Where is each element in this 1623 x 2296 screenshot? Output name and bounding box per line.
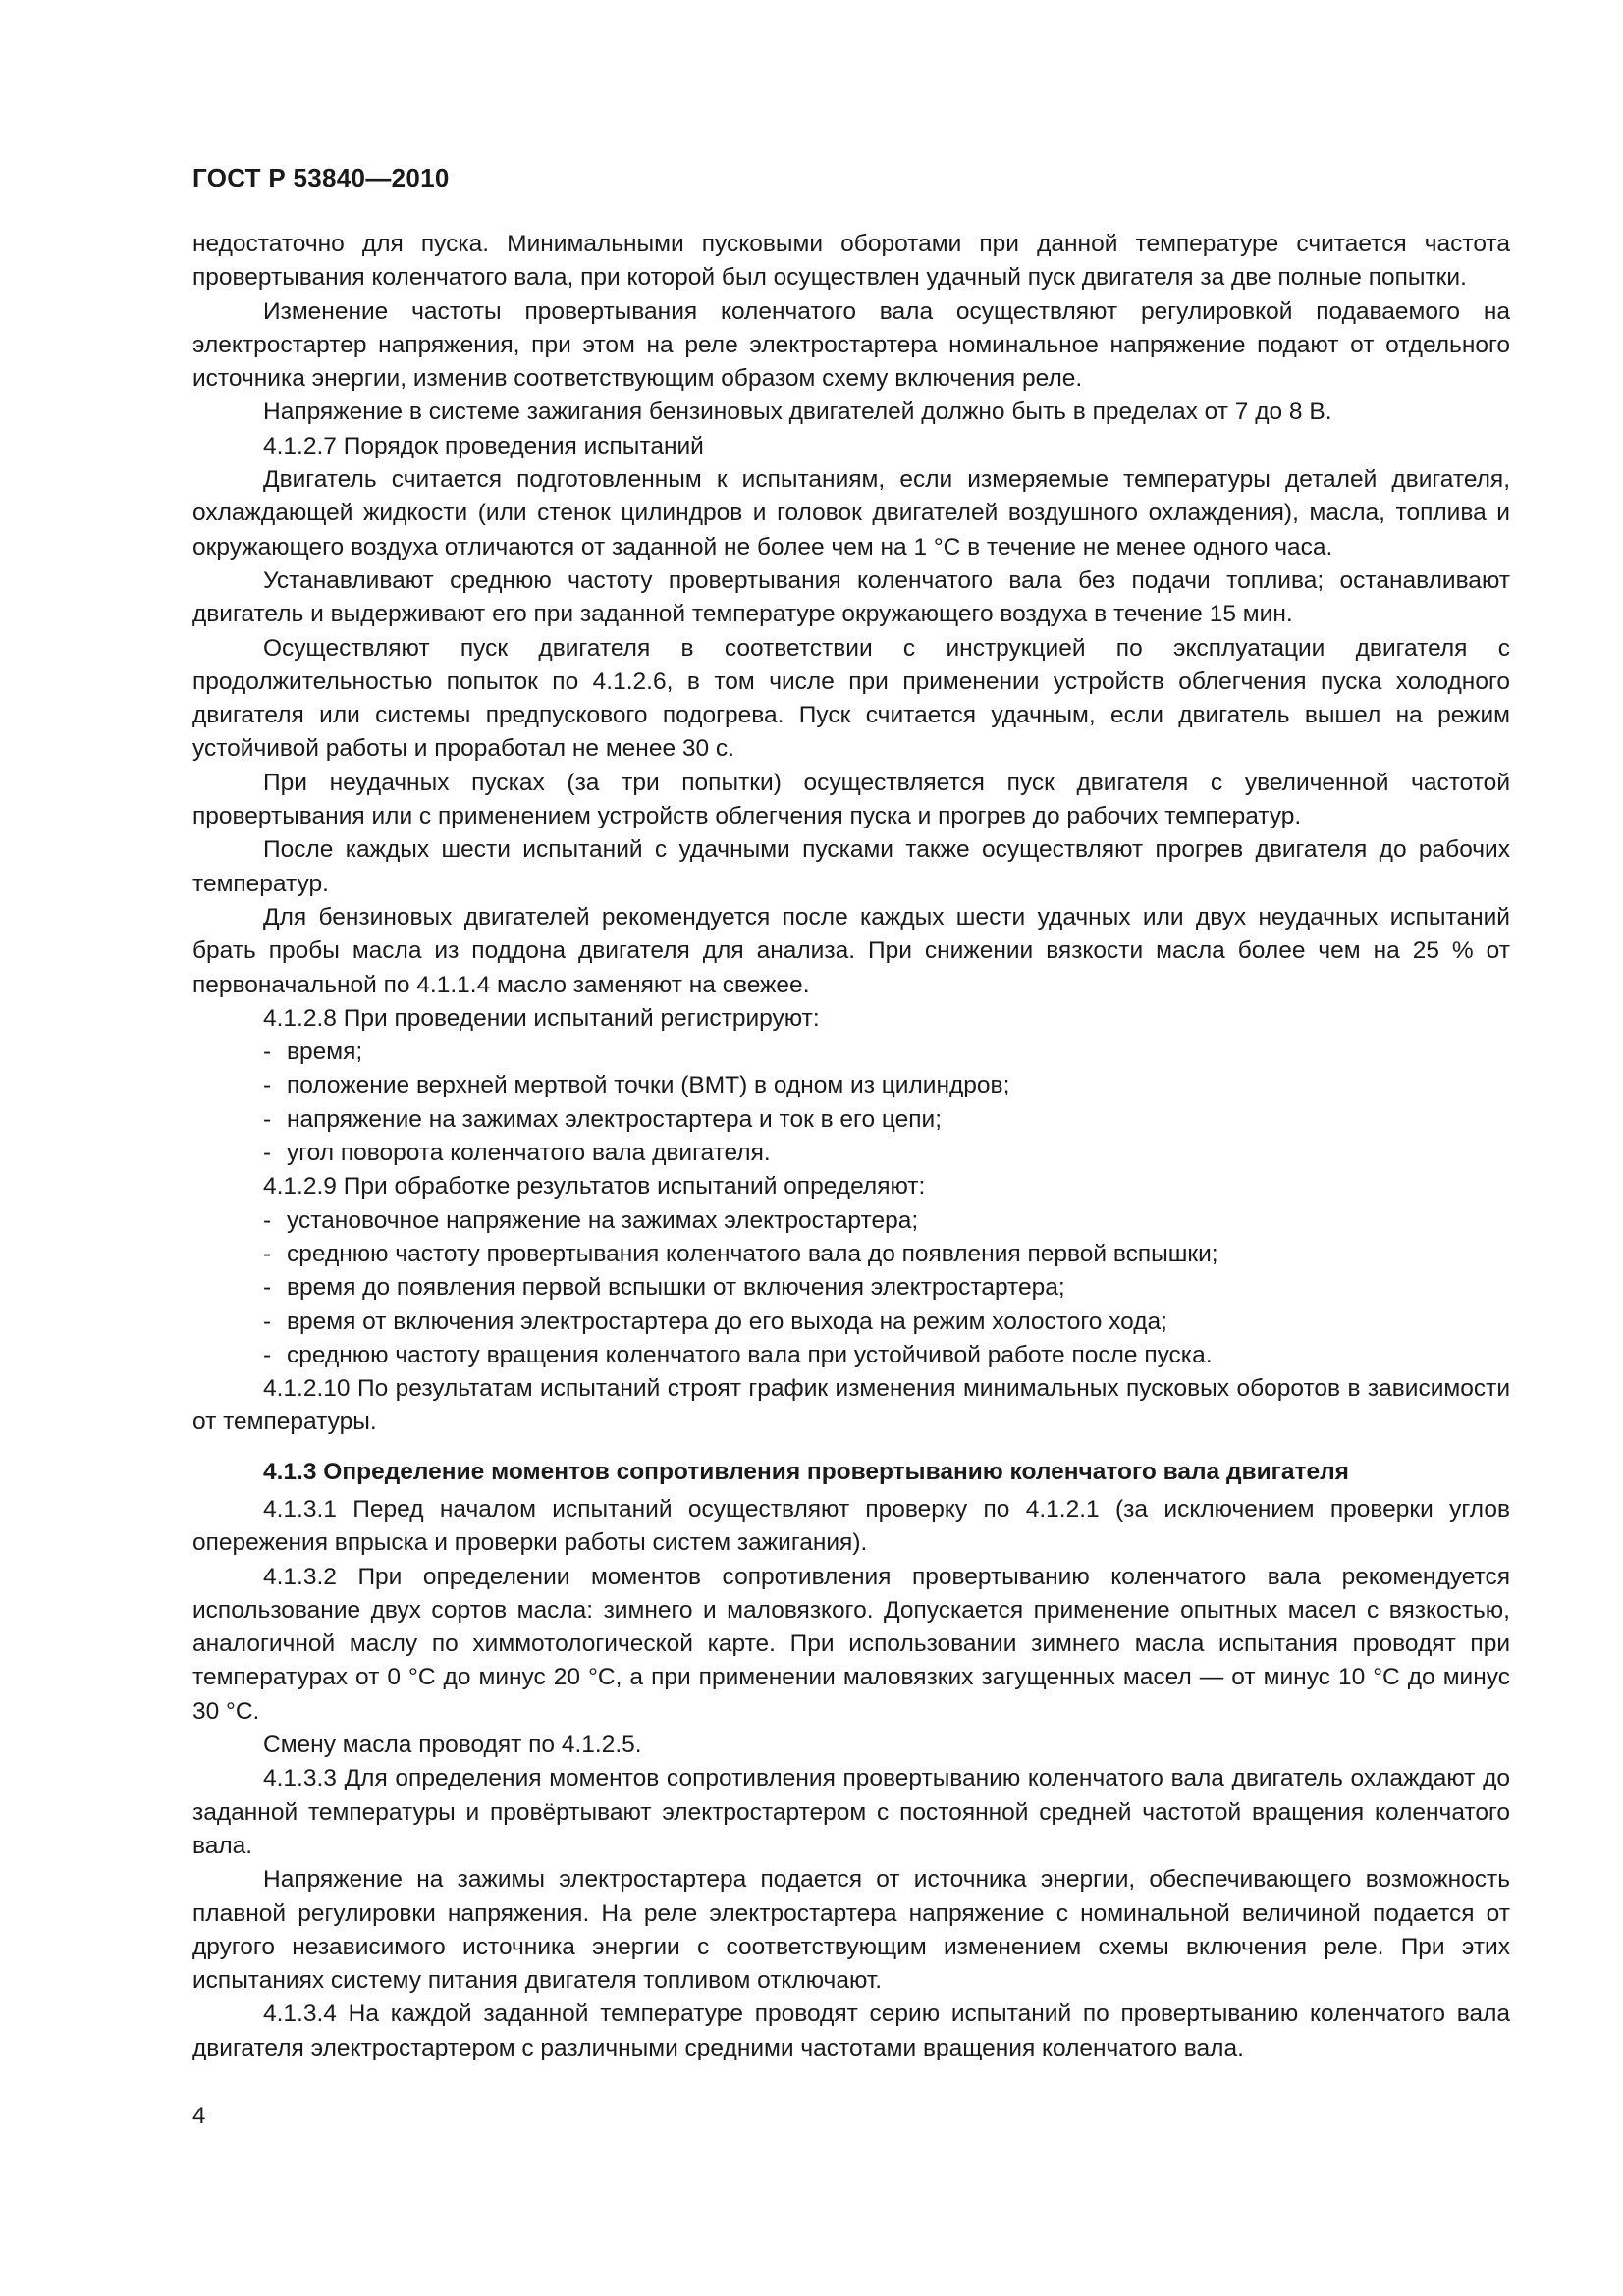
list-item-text: напряжение на зажимах электростартера и ток в его цепи; — [287, 1105, 943, 1133]
paragraph: Двигатель считается подготовленным к испытаниям, если измеряемые температуры деталей двигателя, охлаждающей жидкости (или стенок цилиндров и головок двигателей воздушного охлаждения), масла, топлива и окружающего воздуха отличаются от заданной не более чем на 1 °С в течение не менее одного часа. — [192, 466, 1510, 561]
paragraph: 4.1.3.3 Для определения моментов сопротивления провертыванию коленчатого вала двигатель охлаждают до заданной температуры и провёртывают электростартером с постоянной средней частотой вращения коленчатого вала. — [192, 1765, 1510, 1859]
list-item — [192, 1069, 1510, 1102]
paragraph: 4.1.2.8 При проведении испытаний регистрируют: — [263, 1004, 820, 1032]
paragraph: 4.1.2.7 Порядок проведения испытаний — [263, 432, 704, 459]
list-item — [192, 1204, 1510, 1238]
paragraph: недостаточно для пуска. Минимальными пусковыми оборотами при данной температуре считается частота провертывания коленчатого вала, при которой был осуществлен удачный пуск двигателя за две полные попытки. — [192, 231, 1510, 292]
list-dash: - — [263, 1341, 272, 1368]
paragraph: После каждых шести испытаний с удачными пусками также осуществляют прогрев двигателя до рабочих температур. — [192, 836, 1510, 897]
paragraph: Осуществляют пуск двигателя в соответствии с инструкцией по эксплуатации двигателя с продолжительностью попыток по 4.1.2.6, в том числе при применении устройств облегчения пуска холодного двигателя или системы предпускового подогрева. Пуск считается удачным, если двигатель вышел на режим устойчивой работы и проработал не менее 30 с. — [192, 634, 1510, 763]
paragraphs-block-a — [192, 228, 1510, 1440]
list-item-text: время от включения электростартера до его выхода на режим холостого хода; — [287, 1308, 1167, 1335]
paragraph: 4.1.3.1 Перед началом испытаний осуществляют проверку по 4.1.2.1 (за исключением проверки углов опережения впрыска и проверки работы систем зажигания). — [192, 1495, 1510, 1557]
list-item — [192, 1306, 1510, 1339]
list-item — [192, 1271, 1510, 1305]
paragraph: 4.1.3.4 На каждой заданной температуре проводят серию испытаний по провертыванию коленчатого вала двигателя электростартером с различными средними частотами вращения коленчатого вала. — [192, 2001, 1510, 2061]
list-item-text: среднюю частоту вращения коленчатого вала при устойчивой работе после пуска. — [287, 1341, 1213, 1368]
list-item — [192, 1137, 1510, 1170]
paragraphs-block-b — [192, 1493, 1510, 2065]
list-item-text: время до появления первой вспышки от включения электростартера; — [287, 1274, 1065, 1302]
list-dash: - — [263, 1240, 272, 1267]
paragraph: 4.1.3.2 При определении моментов сопротивления провертыванию коленчатого вала рекомендуется использование двух сортов масла: зимнего и маловязкого. Допускается применение опытных масел с вязкостью, аналогичной маслу по химмотологической карте. При использовании зимнего масла испытания проводят при температурах от 0 °С до минус 20 °С, а при применении маловязких загущенных масел — от минус 10 °С до минус 30 °С. — [192, 1563, 1510, 1725]
page-number: 4 — [192, 2103, 206, 2129]
list-dash: - — [263, 1308, 272, 1335]
paragraph: Смену масла проводят по 4.1.2.5. — [263, 1732, 642, 1759]
section-heading: 4.1.3 Определение моментов сопротивления провертыванию коленчатого вала двигателя — [263, 1458, 1349, 1485]
paragraph: Напряжение на зажимы электростартера подается от источника энергии, обеспечивающего возможность плавной регулировки напряжения. На реле электростартера напряжение с номинальной величиной подается от другого независимого источника энергии с соответствующим изменением схемы включения реле. При этих испытаниях систему питания двигателя топливом отключают. — [192, 1866, 1510, 1995]
paragraph: 4.1.2.9 При обработке результатов испытаний определяют: — [263, 1173, 926, 1201]
paragraph: Изменение частоты провертывания коленчатого вала осуществляют регулировкой подаваемого на электростартер напряжения, при этом на реле электростартера номинальное напряжение подают от отдельного источника энергии, изменив соответствующим образом схему включения реле. — [192, 297, 1510, 393]
list-dash: - — [263, 1206, 272, 1234]
list-item-text: положение верхней мертвой точки (ВМТ) в одном из цилиндров; — [287, 1072, 1010, 1099]
list-dash: - — [263, 1105, 272, 1133]
paragraph: Напряжение в системе зажигания бензиновых двигателей должно быть в пределах от 7 до 8 В. — [263, 399, 1332, 426]
list-item-text: среднюю частоту провертывания коленчатого вала до появления первой вспышки; — [287, 1240, 1218, 1267]
list-dash: - — [263, 1140, 272, 1167]
list-item — [192, 1103, 1510, 1137]
list-item — [192, 1238, 1510, 1271]
paragraph: Для бензиновых двигателей рекомендуется после каждых шести удачных или двух неудачных испытаний брать пробы масла из поддона двигателя для анализа. При снижении вязкости масла более чем на 25 % от первоначальной по 4.1.1.4 масло заменяют на свежее. — [192, 903, 1510, 998]
paragraph: При неудачных пусках (за три попытки) осуществляется пуск двигателя с увеличенной частотой провертывания или с применением устройств облегчения пуска и прогрев до рабочих температур. — [192, 769, 1510, 830]
list-item-text: угол поворота коленчатого вала двигателя. — [287, 1140, 771, 1167]
list-item — [192, 1339, 1510, 1372]
list-dash: - — [263, 1274, 272, 1302]
list-dash: - — [263, 1072, 272, 1099]
list-dash: - — [263, 1039, 272, 1066]
paragraph: Устанавливают среднюю частоту провертывания коленчатого вала без подачи топлива; останавливают двигатель и выдерживают его при заданной температуре окружающего воздуха в течение 15 мин. — [192, 566, 1510, 628]
document-header: ГОСТ Р 53840—2010 — [192, 163, 450, 192]
list-item-text: время; — [287, 1039, 363, 1066]
paragraph: 4.1.2.10 По результатам испытаний строят график изменения минимальных пусковых оборотов в зависимости от температуры. — [192, 1375, 1510, 1436]
list-item-text: установочное напряжение на зажимах электростартера; — [287, 1206, 919, 1234]
document-body — [192, 228, 1510, 2065]
list-item — [192, 1036, 1510, 1069]
